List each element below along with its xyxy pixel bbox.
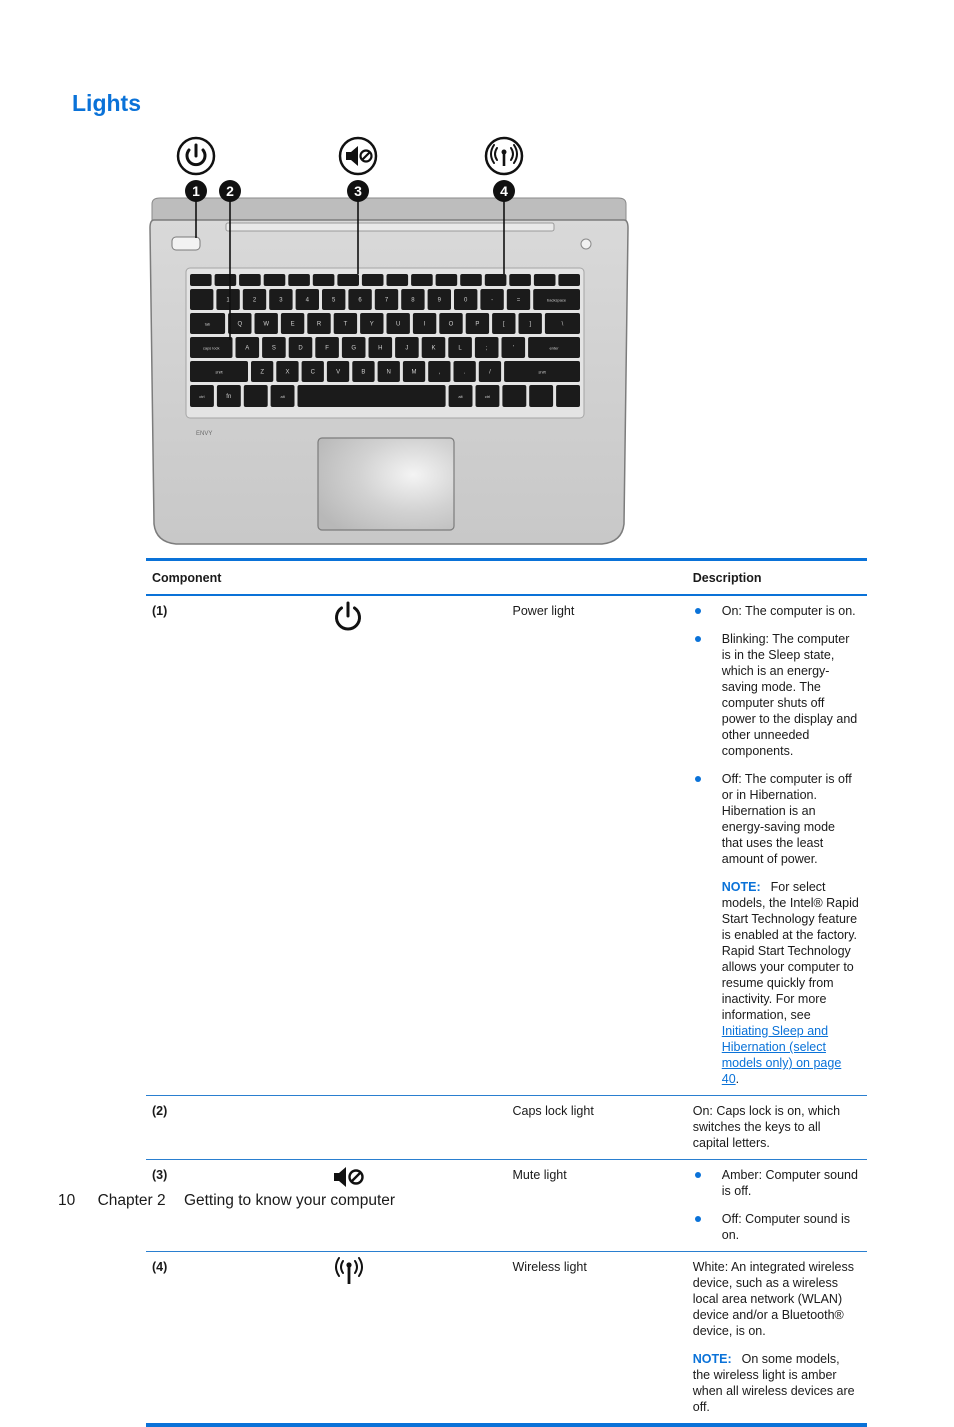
keyboard-key-label: 1 — [226, 297, 230, 304]
header-description: Description — [692, 571, 762, 585]
table-row — [146, 1096, 867, 1160]
keyboard-key-label: ' — [512, 345, 514, 352]
keyboard-key — [411, 274, 433, 286]
keyboard-key — [387, 274, 409, 286]
row-number: (2) — [152, 1104, 168, 1118]
keyboard-key-label: K — [431, 345, 436, 352]
bullet-icon — [695, 776, 701, 782]
page-footer — [58, 1192, 395, 1210]
list-item: Amber: Computer sound is off. — [693, 1167, 859, 1199]
power-icon — [178, 138, 214, 174]
keyboard-key-label: I — [423, 321, 426, 328]
keyboard-key-label: X — [285, 369, 290, 376]
list-item: Blinking: The computer is in the Sleep state, which is an energy-saving mode. The computer shuts off power to the display and other unneeded components. — [693, 631, 859, 759]
keyboard-key — [298, 385, 446, 407]
header-component: Component — [152, 571, 222, 585]
note-text: For select models, the Intel® Rapid Start Technology feature is enabled at the factory. Rapid Start Technology allows your computer to resume quickly from inactivity. For more information, see — [721, 880, 859, 1022]
keyboard-key-label: caps lock — [202, 345, 220, 351]
keyboard-keys — [190, 274, 580, 407]
power-icon — [332, 600, 364, 632]
keyboard-key-label: H — [378, 345, 383, 352]
keyboard-key — [264, 274, 286, 286]
wireless-icon — [332, 1256, 366, 1286]
keyboard-key-label: Y — [369, 321, 374, 328]
bullet-icon — [695, 1216, 701, 1222]
keyboard-key-label: 5 — [332, 297, 336, 304]
keyboard-key-label: \ — [561, 321, 564, 328]
chapter-title: Getting to know your computer — [183, 1192, 396, 1209]
keyboard-key-label: ctrl — [484, 394, 491, 399]
callout-badge-4 — [493, 180, 515, 202]
keyboard-key-label: D — [298, 345, 303, 352]
description-list — [693, 603, 859, 867]
keyboard-key-label: V — [336, 369, 341, 376]
component-name: Mute light — [512, 1168, 567, 1182]
chapter-label: Chapter 2 — [97, 1192, 166, 1209]
keyboard-key — [190, 289, 213, 310]
row-number: (3) — [152, 1168, 168, 1182]
page-title: Lights — [72, 90, 141, 116]
keyboard-key-label: 3 — [279, 297, 283, 304]
laptop-illustration — [140, 128, 640, 552]
table-header-row — [146, 560, 867, 596]
callout-badge-1 — [185, 180, 207, 202]
keyboard-key-label: M — [411, 369, 417, 376]
keyboard-key-label: ctrl — [199, 394, 205, 399]
keyboard-key — [534, 274, 556, 286]
keyboard-key-label: backspace — [547, 297, 567, 303]
mute-icon — [340, 138, 376, 174]
keyboard-key-label: alt — [458, 394, 463, 399]
keyboard-key — [288, 274, 310, 286]
keyboard-key-label: 4 — [305, 297, 309, 304]
keyboard-key-label: [ — [502, 321, 505, 328]
keyboard-key-label: P — [475, 321, 480, 328]
keyboard-key-label: R — [316, 321, 322, 328]
keyboard-key-label: A — [245, 345, 250, 352]
note-label: NOTE: — [721, 880, 761, 894]
component-name: Caps lock light — [512, 1104, 594, 1118]
callout-badge-3 — [347, 180, 369, 202]
keyboard-key — [239, 274, 261, 286]
list-item: On: The computer is on. — [693, 603, 859, 619]
keyboard-key-label: shift — [215, 369, 223, 375]
keyboard-key-label: B — [361, 369, 366, 376]
keyboard-key-label: tab — [204, 321, 211, 327]
keyboard-key-label: O — [448, 321, 454, 328]
note-text: On some models, the wireless light is amber when all wireless devices are off. — [692, 1352, 855, 1414]
keyboard-key-label: 8 — [411, 297, 415, 304]
power-button-shape — [172, 237, 200, 250]
keyboard-key-label: ] — [529, 321, 532, 328]
component-name: Wireless light — [512, 1260, 587, 1274]
svg-text:2: 2 — [226, 183, 234, 199]
sleep-hibernation-link[interactable]: Initiating Sleep and Hibernation (select models only) on page 40 — [721, 1024, 842, 1086]
keyboard-key-label: 2 — [252, 297, 257, 304]
keyboard-key-label: G — [351, 345, 357, 352]
keyboard-key — [244, 385, 268, 407]
keyboard-key-label: enter — [549, 345, 559, 351]
keyboard-key-label: W — [263, 321, 270, 328]
note — [693, 1351, 859, 1415]
svg-text:1: 1 — [192, 183, 200, 199]
keyboard-key — [313, 274, 335, 286]
keyboard-key-label: , — [438, 369, 441, 376]
lid-edge — [152, 198, 626, 222]
keyboard-key-label: 9 — [437, 297, 441, 304]
keyboard-key-label: Q — [237, 321, 243, 328]
keyboard-key-label: . — [463, 369, 466, 376]
list-item: Off: The computer is off or in Hibernation. Hibernation is an energy-saving mode that uses the least amount of power. — [693, 771, 859, 867]
keyboard-key — [190, 274, 212, 286]
bullet-icon — [695, 608, 701, 614]
mute-icon — [332, 1164, 366, 1190]
svg-text:4: 4 — [500, 183, 508, 199]
callout-badge-2 — [219, 180, 241, 202]
keyboard-key-label: C — [310, 369, 315, 376]
brand-label: ENVY — [196, 431, 213, 437]
list-item: Off: Computer sound is on. — [693, 1211, 859, 1243]
keyboard-key — [509, 274, 531, 286]
component-description: White: An integrated wireless device, such as a wireless local area network (WLAN) device and/or a Bluetooth® device, is on. — [692, 1260, 854, 1338]
keyboard-key — [362, 274, 384, 286]
keyboard-key-label: alt — [280, 394, 285, 399]
keyboard-key — [485, 274, 507, 286]
keyboard-key-label: ; — [485, 345, 488, 352]
note-label: NOTE: — [692, 1352, 732, 1366]
keyboard-key — [529, 385, 553, 407]
keyboard-key — [558, 274, 580, 286]
keyboard-key — [436, 274, 458, 286]
keyboard-key-label: T — [343, 321, 348, 328]
keyboard-key-label: J — [405, 345, 409, 352]
description-list — [693, 1167, 859, 1243]
keyboard-key-label: N — [386, 369, 391, 376]
note: NOTE: For select models, the Intel® Rapid Start Technology feature is enabled at the factory. Rapid Start Technology allows your computer to resume quickly from inactivity. For more information, see Initiating Sleep and Hibernation (select models only) on page 40. — [721, 880, 859, 1086]
keyboard-key — [556, 385, 580, 407]
keyboard-key — [215, 274, 237, 286]
keyboard-key-label: shift — [538, 369, 546, 375]
wireless-icon — [486, 138, 522, 174]
keyboard-key-label: 7 — [384, 297, 389, 304]
bullet-icon — [695, 1172, 701, 1178]
status-light-dot — [581, 239, 591, 249]
keyboard-key — [337, 274, 359, 286]
keyboard-key-label: 6 — [358, 297, 362, 304]
table-row — [146, 595, 867, 1096]
keyboard-key-label: L — [458, 345, 462, 352]
keyboard-key-label: - — [491, 297, 494, 304]
svg-text:3: 3 — [354, 183, 362, 199]
keyboard-key-label: F — [325, 345, 329, 352]
keyboard-key — [502, 385, 526, 407]
keyboard-key-label: Z — [260, 369, 265, 376]
keyboard-key-label: S — [271, 345, 276, 352]
keyboard-key-label: / — [489, 369, 491, 376]
keyboard-key-label: fn — [226, 394, 232, 400]
bullet-icon — [695, 636, 701, 642]
component-name: Power light — [512, 604, 575, 618]
components-table — [146, 558, 867, 1427]
keyboard-key-label: E — [290, 321, 295, 328]
page-number: 10 — [58, 1192, 76, 1209]
table-row — [146, 1252, 867, 1426]
keyboard-key — [460, 274, 482, 286]
row-number: (4) — [152, 1260, 168, 1274]
keyboard-key-label: = — [516, 297, 521, 304]
keyboard-key-label: 0 — [464, 297, 468, 304]
keyboard-key-label: U — [396, 321, 401, 328]
component-description: On: Caps lock is on, which switches the keys to all capital letters. — [692, 1104, 841, 1150]
row-number: (1) — [152, 604, 168, 618]
touchpad — [318, 438, 454, 530]
